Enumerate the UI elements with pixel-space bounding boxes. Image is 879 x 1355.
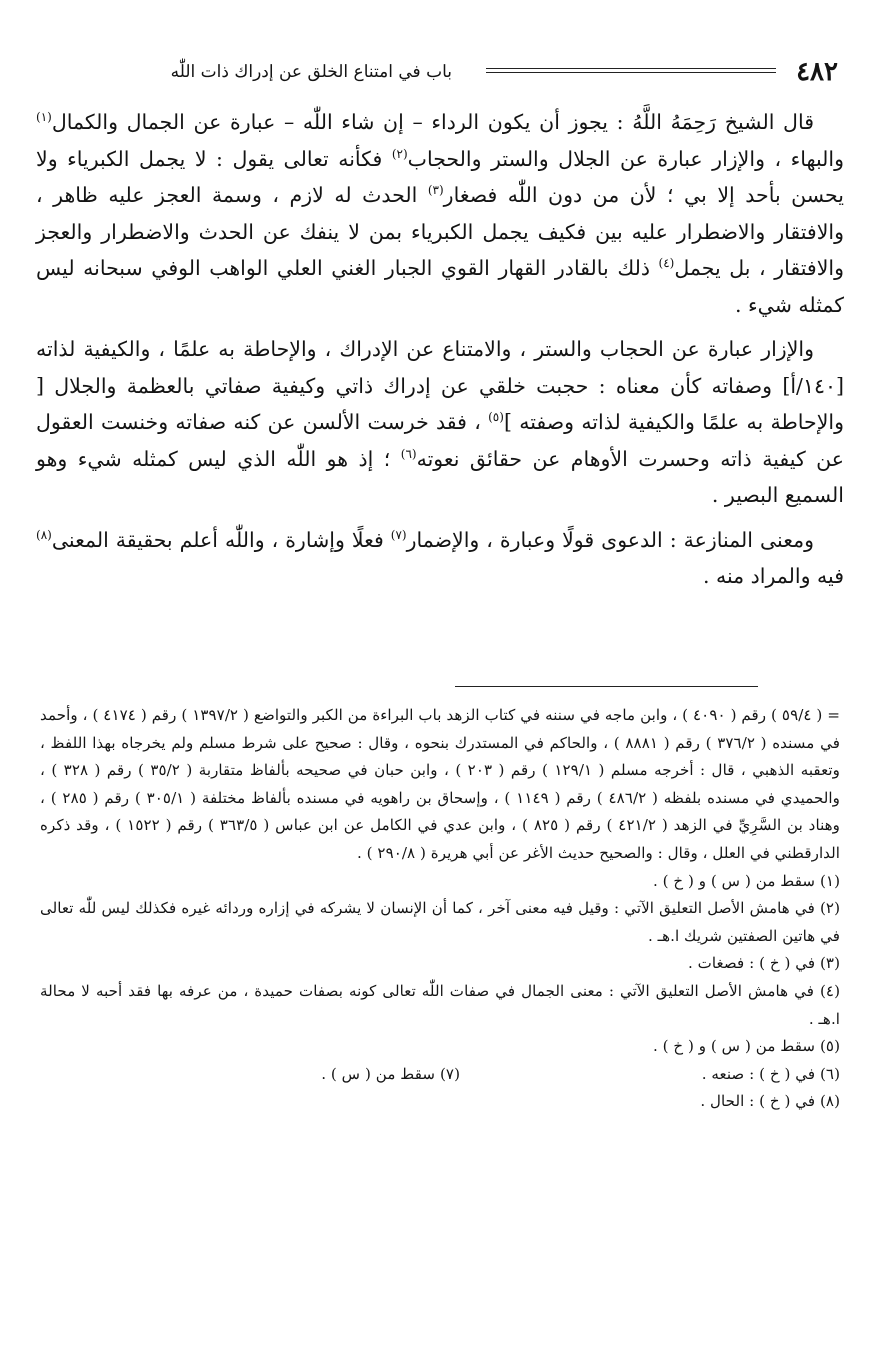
footnote-6: (٦) في ( خ ) : صنعه . [701, 1064, 840, 1083]
footnote-2: (٢) في هامش الأصل التعليق الآتي : وقيل فيه معنى آخر ، كما أن الإنسان لا يشركه في إزاره وردائه غيره فكذلك ليس للّٰه تعالى في هاتين الصفتين شريك ا.هـ . [40, 899, 840, 945]
footnote-5: (٥) سقط من ( س ) و ( خ ) . [652, 1037, 840, 1056]
footnote-ref-8: (٨) [36, 527, 52, 542]
footnote-ref-5: (٥) [488, 410, 504, 425]
paragraph-1-text-e: ذلك بالقادر القهار القوي الجبار الغني العلي الواهب الوفي سبحانه ليس كمثله شيء . [36, 256, 844, 317]
footnote-4: (٤) في هامش الأصل التعليق الآتي : معنى الجمال في صفات اللّٰه تعالى كونه بصفات حميدة ، من عرفه بها فقد أحبه لا محالة ا.هـ . [40, 981, 840, 1028]
footnote-7: (٧) سقط من ( س ) . [321, 1064, 460, 1083]
footnote-continued: = ( ٥٩/٤ ) رقم ( ٤٠٩٠ ) ، وابن ماجه في سننه في كتاب الزهد باب البراءة من الكبر والتواضع ( ١٣٩٧/٢ ) رقم ( ٤١٧٤ ) ، وأحمد في مسنده ( ٣٧٦/٢ ) رقم ( ٨٨٨١ ) ، والحاكم في المستدرك بنحوه ، وقال : صحيح على شرط مسلم ولم يخرجاه بهذا اللفظ ، وتعقبه الذهبي ، قال : أخرجه مسلم ( ١٢٩/١ ) رقم ( ٢٠٣ ) ، وابن حبان في صحيحه بألفاظ متقاربة ( ٣٥/٢ ) رقم ( ٣٢٨ ) ، والحميدي في مسنده بلفظه ( ٤٨٦/٢ ) رقم ( ١١٤٩ ) ، وإسحاق بن راهويه في مسنده بألفاظ مختلفة ( ٣٠٥/١ ) رقم ( ٢٨٥ ) ، وهناد بن السَّرِيِّ في الزهد ( ٤٢١/٢ ) رقم ( ٨٢٥ ) ، وابن عدي في الكامل عن ابن عباس ( ٣٦٣/٥ ) رقم ( ١٥٢٢ ) ، وقد ذكره الدارقطني في العلل ، وقال : والصحيح حديث الأغر عن أبي هريرة ( ٢٩٠/٨ ) . [40, 706, 841, 862]
footnote-separator [455, 686, 758, 687]
footnotes [40, 702, 840, 1116]
footnote-ref-1: (١) [36, 110, 52, 125]
footnote-ref-4: (٤) [658, 256, 675, 271]
paragraph-2-text-c: ؛ إذ هو اللّٰه الذي ليس كمثله شيء وهو السميع البصير . [36, 446, 844, 507]
footnote-3: (٣) في ( خ ) : فصغات . [687, 954, 840, 973]
footnote-ref-2: (٢) [391, 146, 408, 161]
paragraph-1-text-c: فكأنه تعالى يقول : لا يجمل الكبرياء ولا يحسن بأحد إلا بي ؛ لأن من دون اللّٰه فصغار [36, 146, 845, 207]
footnote-ref-7: (٧) [390, 527, 407, 542]
footnote-1: (١) سقط من ( س ) و ( خ ) . [652, 871, 840, 890]
header-double-rule [486, 68, 776, 73]
footnote-ref-6: (٦) [400, 446, 417, 461]
paragraph-3-text-b: فعلًا وإشارة ، واللّٰه أعلم بحقيقة المعنى [51, 527, 391, 552]
paragraph-3-text-c: فيه والمراد منه . [702, 564, 844, 588]
paragraph-1 [36, 104, 844, 323]
footnote-row-6-7 [40, 1061, 840, 1089]
page-header [32, 55, 838, 89]
paragraph-1-text-a: قال الشيخ رَحِمَهُ اللَّهُ : يجوز أن يكون الرداء – إن شاء اللّٰه – عبارة عن الجمال والكمال [51, 110, 814, 134]
paragraph-2 [36, 331, 844, 514]
paragraph-2-text-a: والإزار عبارة عن الحجاب والستر ، والامتناع عن الإدراك ، والإحاطة به علمًا ، والكيفية لذاته [١٤٠/أ] وصفاته كأن معناه : حجبت خلقي عن إدراك ذاتي وكيفية صفاتي بالعظمة والجلال [ والإحاطة به علمًا والكيفية لذاته وصفته ] [36, 337, 844, 434]
footnote-ref-3: (٣) [427, 183, 444, 198]
paragraph-1-text-b: والبهاء ، والإزار عبارة عن الجلال والستر والحجاب [407, 146, 844, 171]
paragraph-1-text-d: الحدث له لازم ، وسمة العجز عليه ظاهر ، والافتقار والاضطرار عليه بين فكيف يجمل الكبرياء بمن لا ينفك عن الحدث والاضطرار والعجز والافتقار ، بل يجمل [36, 183, 844, 280]
paragraph-3-text-a: ومعنى المنازعة : الدعوى قولًا وعبارة ، والإضمار [406, 527, 814, 552]
paragraph-3 [36, 522, 844, 595]
page-number: ٤٨٢ [796, 57, 838, 87]
paragraph-2-text-b: ، فقد خرست الألسن عن كنه صفاته وخنست العقول عن كيفية ذاته وحسرت الأوهام عن حقائق نعوته [36, 410, 845, 471]
main-text [36, 104, 844, 603]
footnote-8: (٨) في ( خ ) : الحال . [700, 1092, 840, 1111]
running-title: باب في امتناع الخلق عن إدراك ذات اللّٰه [170, 62, 452, 82]
